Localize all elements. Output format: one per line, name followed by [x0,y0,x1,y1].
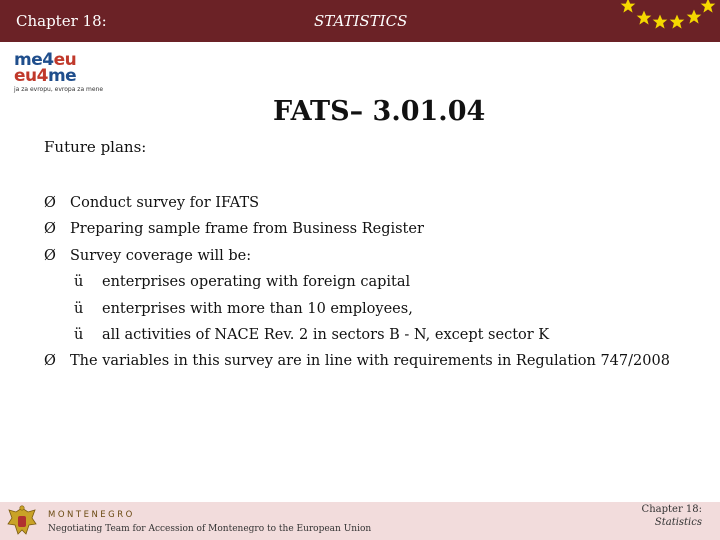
list-item [44,269,704,295]
list-item [44,322,704,348]
logo-tagline: ja za evropu, evropa za mene [14,86,104,93]
checkmark-bullet-icon: ü [74,326,84,343]
coat-of-arms-icon [6,504,38,540]
arrow-bullet-icon: Ø [44,247,56,264]
arrow-bullet-icon: Ø [44,195,56,211]
eu-stars-icon [610,0,720,42]
list-item [44,216,704,242]
logo-text: eu [53,50,77,70]
header-bar [0,0,720,42]
list-item [44,296,704,322]
footer-bar [0,502,720,540]
footer-subject: Statistics [654,517,702,528]
list-item-text: all activities of NACE Rev. 2 in sectors B - N, except sector K [102,326,550,343]
checkmark-bullet-icon: ü [74,274,84,291]
list-item [44,348,704,374]
logo-text: me [47,66,77,86]
footer-chapter: Chapter 18: [641,504,702,515]
footer-chapter-block [642,503,702,529]
list-item-text: Preparing sample frame from Business Register [70,221,424,238]
logo-text: eu4 [14,66,48,86]
list-item-text: Survey coverage will be: [70,247,252,264]
list-item-text: enterprises operating with foreign capital [102,274,411,291]
bullet-list [44,190,704,375]
footer-country: MONTENEGRO [48,510,135,520]
page-title: FATS– 3.01.04 [273,96,486,127]
list-item [44,190,704,216]
list-item [44,243,704,269]
list-item-text: Conduct survey for IFATS [70,195,260,211]
checkmark-bullet-icon: ü [74,300,84,317]
list-item-text: enterprises with more than 10 employees, [102,300,413,317]
arrow-bullet-icon: Ø [44,221,56,238]
logo-text: me4 [14,50,54,70]
footer-team: Negotiating Team for Accession of Montenegro to the European Union [48,524,372,534]
slide-section-title: STATISTICS [314,12,408,30]
me4eu-logo [14,52,114,98]
list-item-text: The variables in this survey are in line with requirements in Regulation 747/2008 [70,353,670,370]
chapter-label: Chapter 18: [16,12,107,30]
arrow-bullet-icon: Ø [44,353,56,370]
section-subheading: Future plans: [44,138,147,156]
